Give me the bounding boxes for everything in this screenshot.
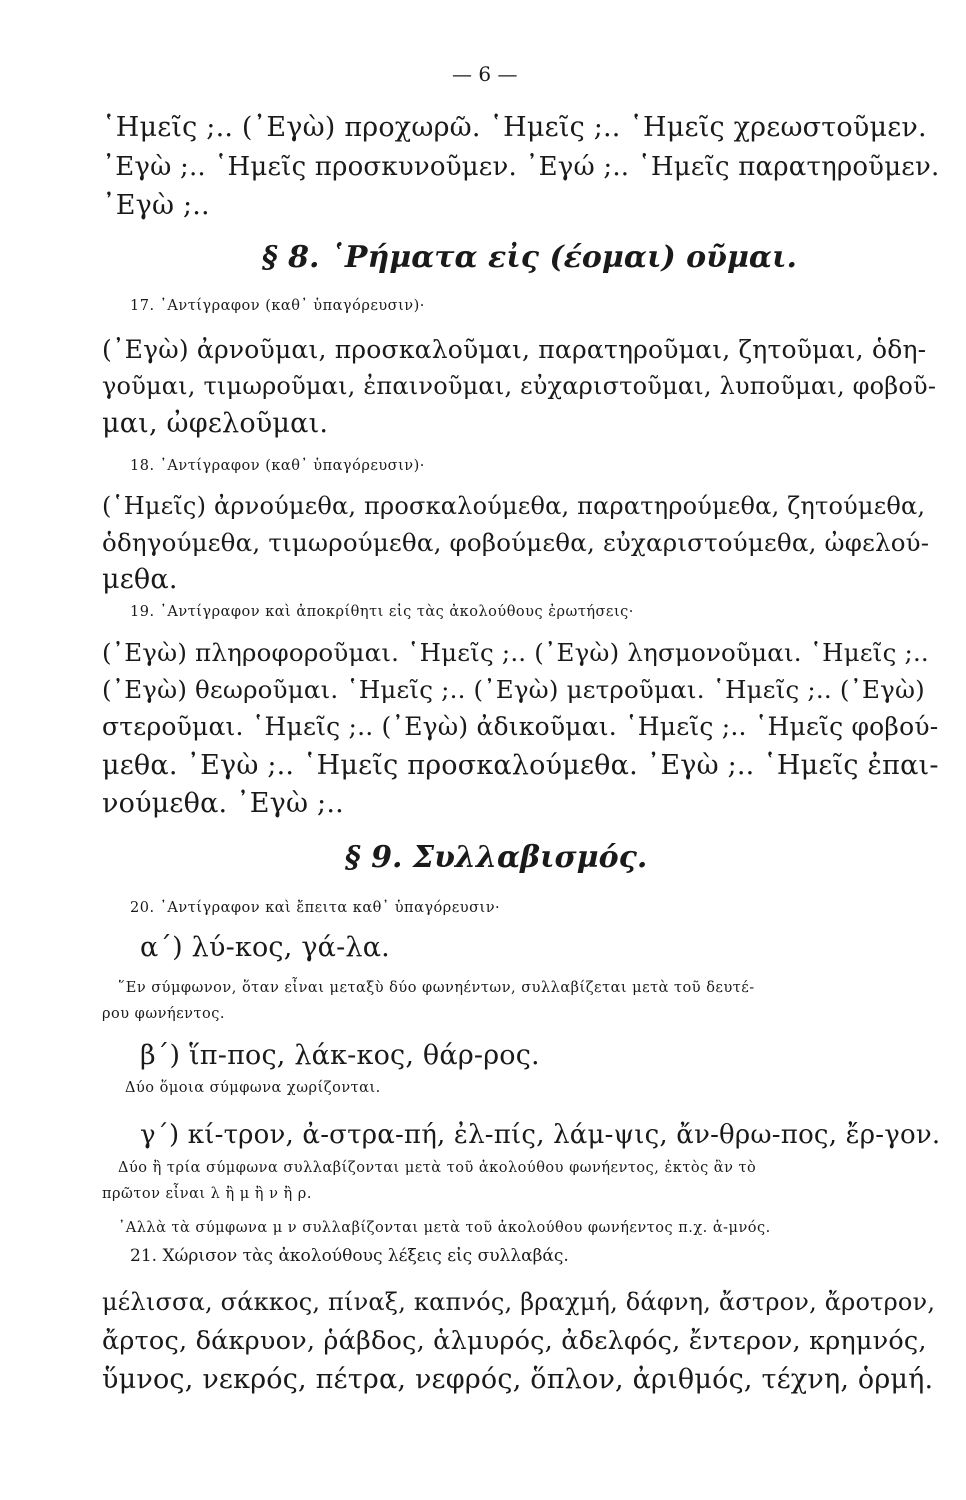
example-line: β΄) ἵπ-πος, λάκ-κος, θάρ-ρος. [140, 1040, 540, 1071]
text-line: ὁδηγούμεθα, τιμωρούμεθα, φοβούμεθα, εὐχαριστούμεθα, ὠφελού- [102, 528, 930, 557]
section-heading-9: § 9. Συλλαβισμός. [345, 840, 648, 875]
text-line: (῾Ημεῖς) ἀρνούμεθα, προσκαλούμεθα, παρατηρούμεθα, ζητούμεθα, [102, 492, 926, 520]
example-line: α΄) λύ-κος, γά-λα. [140, 932, 390, 963]
rule-text: ρου φωνήεντος. [102, 1006, 225, 1022]
text-line: στεροῦμαι. ῾Ημεῖς ;.. (᾿Εγὼ) ἀδικοῦμαι. ῾Ημεῖς ;.. ῾Ημεῖς φοβού- [102, 712, 939, 741]
rule-text: ᾿Αλλὰ τὰ σύμφωνα μ ν συλλαβίζονται μετὰ τοῦ ἀκολούθου φωνήεντος π.χ. ἀ-μνός. [118, 1220, 771, 1236]
text-line: μεθα. [102, 564, 178, 595]
text-line: ᾿Εγὼ ;.. [102, 190, 210, 221]
exercise-instruction: 20. ᾿Αντίγραφον καὶ ἔπειτα καθ᾿ ὑπαγόρευσιν· [130, 900, 501, 916]
rule-text: πρῶτον εἶναι λ ἢ μ ἢ ν ἢ ρ. [102, 1186, 312, 1202]
word-list-line: ὕμνος, νεκρός, πέτρα, νεφρός, ὅπλον, ἀριθμός, τέχνη, ὁρμή. [102, 1364, 934, 1395]
exercise-instruction: 17. ᾿Αντίγραφον (καθ᾿ ὑπαγόρευσιν)· [130, 298, 425, 314]
text-line: μαι, ὠφελοῦμαι. [102, 408, 329, 439]
word-list-line: ἄρτος, δάκρυον, ῥάβδος, ἁλμυρός, ἀδελφός, ἔντερον, κρημνός, [102, 1326, 927, 1356]
section-heading-8: § 8. ῾Ρήματα εἰς (έομαι) οῦμαι. [262, 240, 797, 275]
text-line: ῾Ημεῖς ;.. (᾿Εγὼ) προχωρῶ. ῾Ημεῖς ;.. ῾Ημεῖς χρεωστοῦμεν. [102, 112, 927, 143]
example-line: γ΄) κί-τρον, ἀ-στρα-πή, ἐλ-πίς, λάμ-ψις, ἄν-θρω-πος, ἔρ-γον. [140, 1120, 941, 1150]
rule-text: Δύο ὅμοια σύμφωνα χωρίζονται. [125, 1080, 381, 1096]
text-line: ᾿Εγὼ ;.. ῾Ημεῖς προσκυνοῦμεν. ᾿Εγώ ;.. ῾Ημεῖς παρατηροῦμεν. [102, 152, 940, 182]
exercise-instruction: 18. ᾿Αντίγραφον (καθ᾿ ὑπαγόρευσιν)· [130, 458, 425, 474]
text-line: γοῦμαι, τιμωροῦμαι, ἐπαινοῦμαι, εὐχαριστοῦμαι, λυποῦμαι, φοβοῦ- [102, 372, 937, 400]
text-line: μεθα. ᾿Εγὼ ;.. ῾Ημεῖς προσκαλούμεθα. ᾿Εγὼ ;.. ῾Ημεῖς ἐπαι- [102, 750, 939, 781]
text-line: (᾿Εγὼ) θεωροῦμαι. ῾Ημεῖς ;.. (᾿Εγὼ) μετροῦμαι. ῾Ημεῖς ;.. (᾿Εγὼ) [102, 675, 925, 704]
exercise-instruction: 21. Χώρισον τὰς ἀκολούθους λέξεις εἰς συλλαβάς. [130, 1246, 569, 1266]
text-line: νούμεθα. ᾿Εγὼ ;.. [102, 788, 344, 819]
rule-text: Δύο ἢ τρία σύμφωνα συλλαβίζονται μετὰ τοῦ ἀκολούθου φωνήεντος, ἐκτὸς ἂν τὸ [118, 1160, 757, 1176]
text-line: (᾿Εγὼ) πληροφοροῦμαι. ῾Ημεῖς ;.. (᾿Εγὼ) λησμονοῦμαι. ῾Ημεῖς ;.. [102, 638, 929, 667]
exercise-instruction: 19. ᾿Αντίγραφον καὶ ἀποκρίθητι εἰς τὰς ἀκολούθους ἐρωτήσεις· [130, 604, 634, 620]
text-line: (᾿Εγὼ) ἀρνοῦμαι, προσκαλοῦμαι, παρατηροῦμαι, ζητοῦμαι, ὁδη- [102, 335, 927, 364]
rule-text: ῞Εν σύμφωνον, ὅταν εἶναι μεταξὺ δύο φωνηέντων, συλλαβίζεται μετὰ τοῦ δευτέ- [118, 980, 755, 996]
word-list-line: μέλισσα, σάκκος, πίναξ, καπνός, βραχμή, δάφνη, ἄστρον, ἄροτρον, [102, 1288, 936, 1316]
page-number: — 6 — [452, 62, 518, 86]
